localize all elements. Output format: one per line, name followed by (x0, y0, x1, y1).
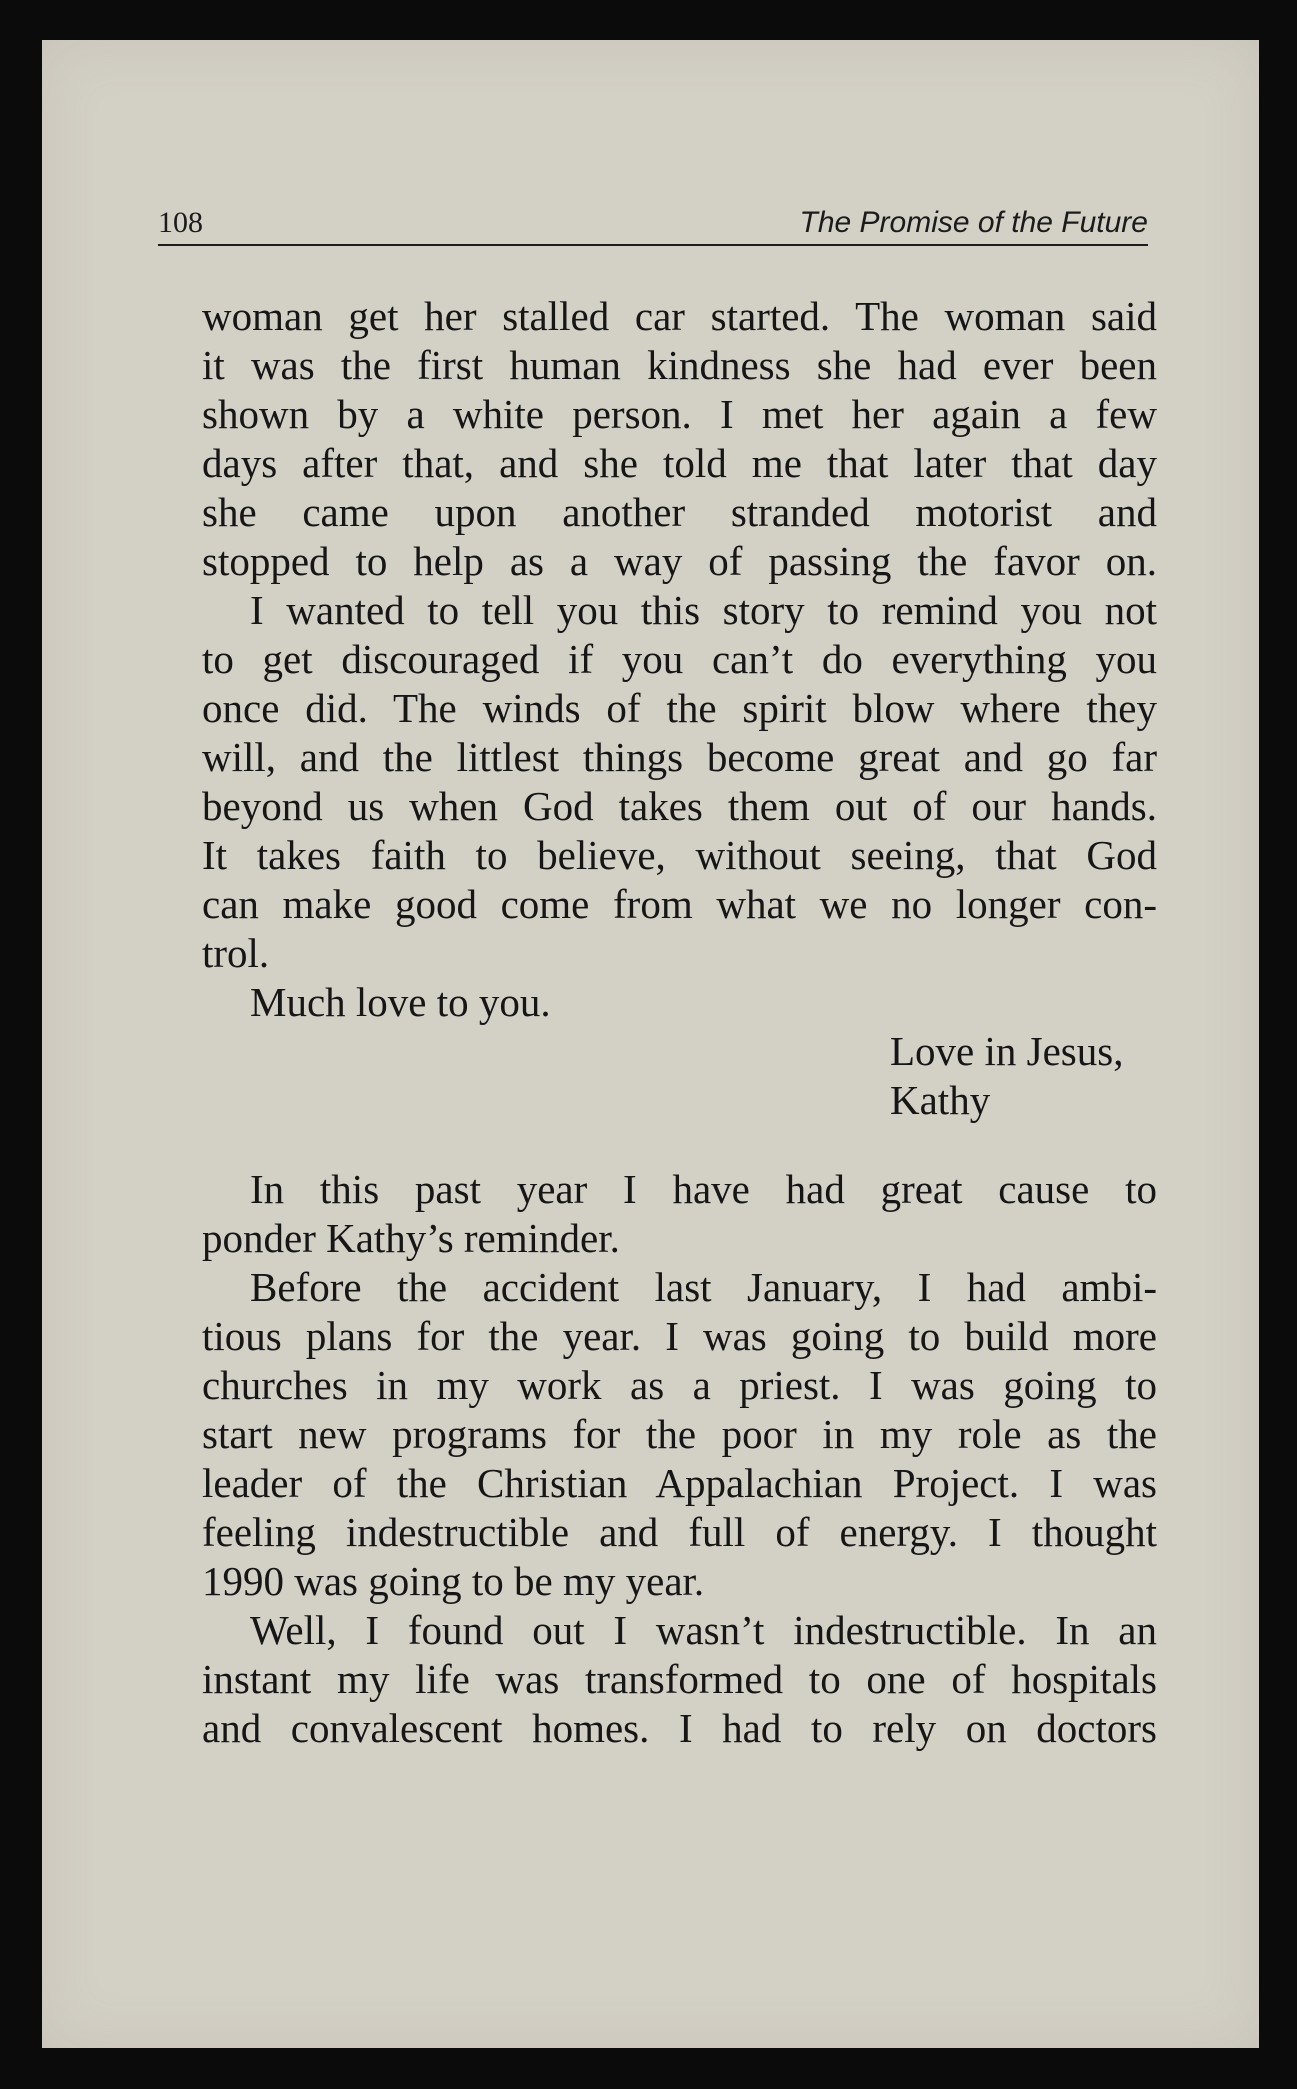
text-line: Well, I found out I wasn’t indestructible. In an (250, 1607, 1157, 1653)
letter-closing: Much love to you. (250, 979, 551, 1025)
text-line: stopped to help as a way of passing the favor on. (202, 538, 1157, 584)
text-line: tious plans for the year. I was going to build more (202, 1313, 1157, 1359)
text-line: days after that, and she told me that later that day (202, 440, 1157, 486)
text-line: will, and the littlest things become great and go far (202, 734, 1157, 780)
text-line: 1990 was going to be my year. (202, 1558, 705, 1604)
text-line: start new programs for the poor in my role as the (202, 1411, 1157, 1457)
text-line: It takes faith to believe, without seeing, that God (202, 832, 1157, 878)
text-line: to get discouraged if you can’t do everything you (202, 636, 1157, 682)
section-gap (202, 1125, 1157, 1165)
text-line: and convalescent homes. I had to rely on doctors (202, 1705, 1157, 1751)
text-line: Before the accident last January, I had ambi- (250, 1264, 1157, 1310)
text-line: feeling indestructible and full of energy. I thought (202, 1509, 1157, 1555)
signature-salutation: Love in Jesus, (890, 1028, 1124, 1074)
running-head: The Promise of the Future (799, 206, 1148, 239)
text-line: In this past year I have had great cause to (250, 1166, 1157, 1212)
text-line: ponder Kathy’s reminder. (202, 1215, 620, 1261)
text-line: leader of the Christian Appalachian Project. I was (202, 1460, 1157, 1506)
text-line: instant my life was transformed to one of hospitals (202, 1656, 1157, 1702)
text-line: churches in my work as a priest. I was going to (202, 1362, 1157, 1408)
text-line: shown by a white person. I met her again a few (202, 391, 1157, 437)
signature-name: Kathy (890, 1077, 991, 1123)
text-line: can make good come from what we no longer con- (202, 881, 1157, 927)
text-line: woman get her stalled car started. The woman said (202, 293, 1157, 339)
text-line: she came upon another stranded motorist and (202, 489, 1157, 535)
text-line: I wanted to tell you this story to remind you not (250, 587, 1157, 633)
text-line: beyond us when God takes them out of our hands. (202, 783, 1157, 829)
text-line: it was the first human kindness she had ever been (202, 342, 1157, 388)
page-header (158, 202, 1148, 246)
text-line: trol. (202, 930, 270, 976)
text-line: once did. The winds of the spirit blow where they (202, 685, 1157, 731)
body-text (202, 292, 1157, 1753)
page-number: 108 (158, 206, 203, 239)
